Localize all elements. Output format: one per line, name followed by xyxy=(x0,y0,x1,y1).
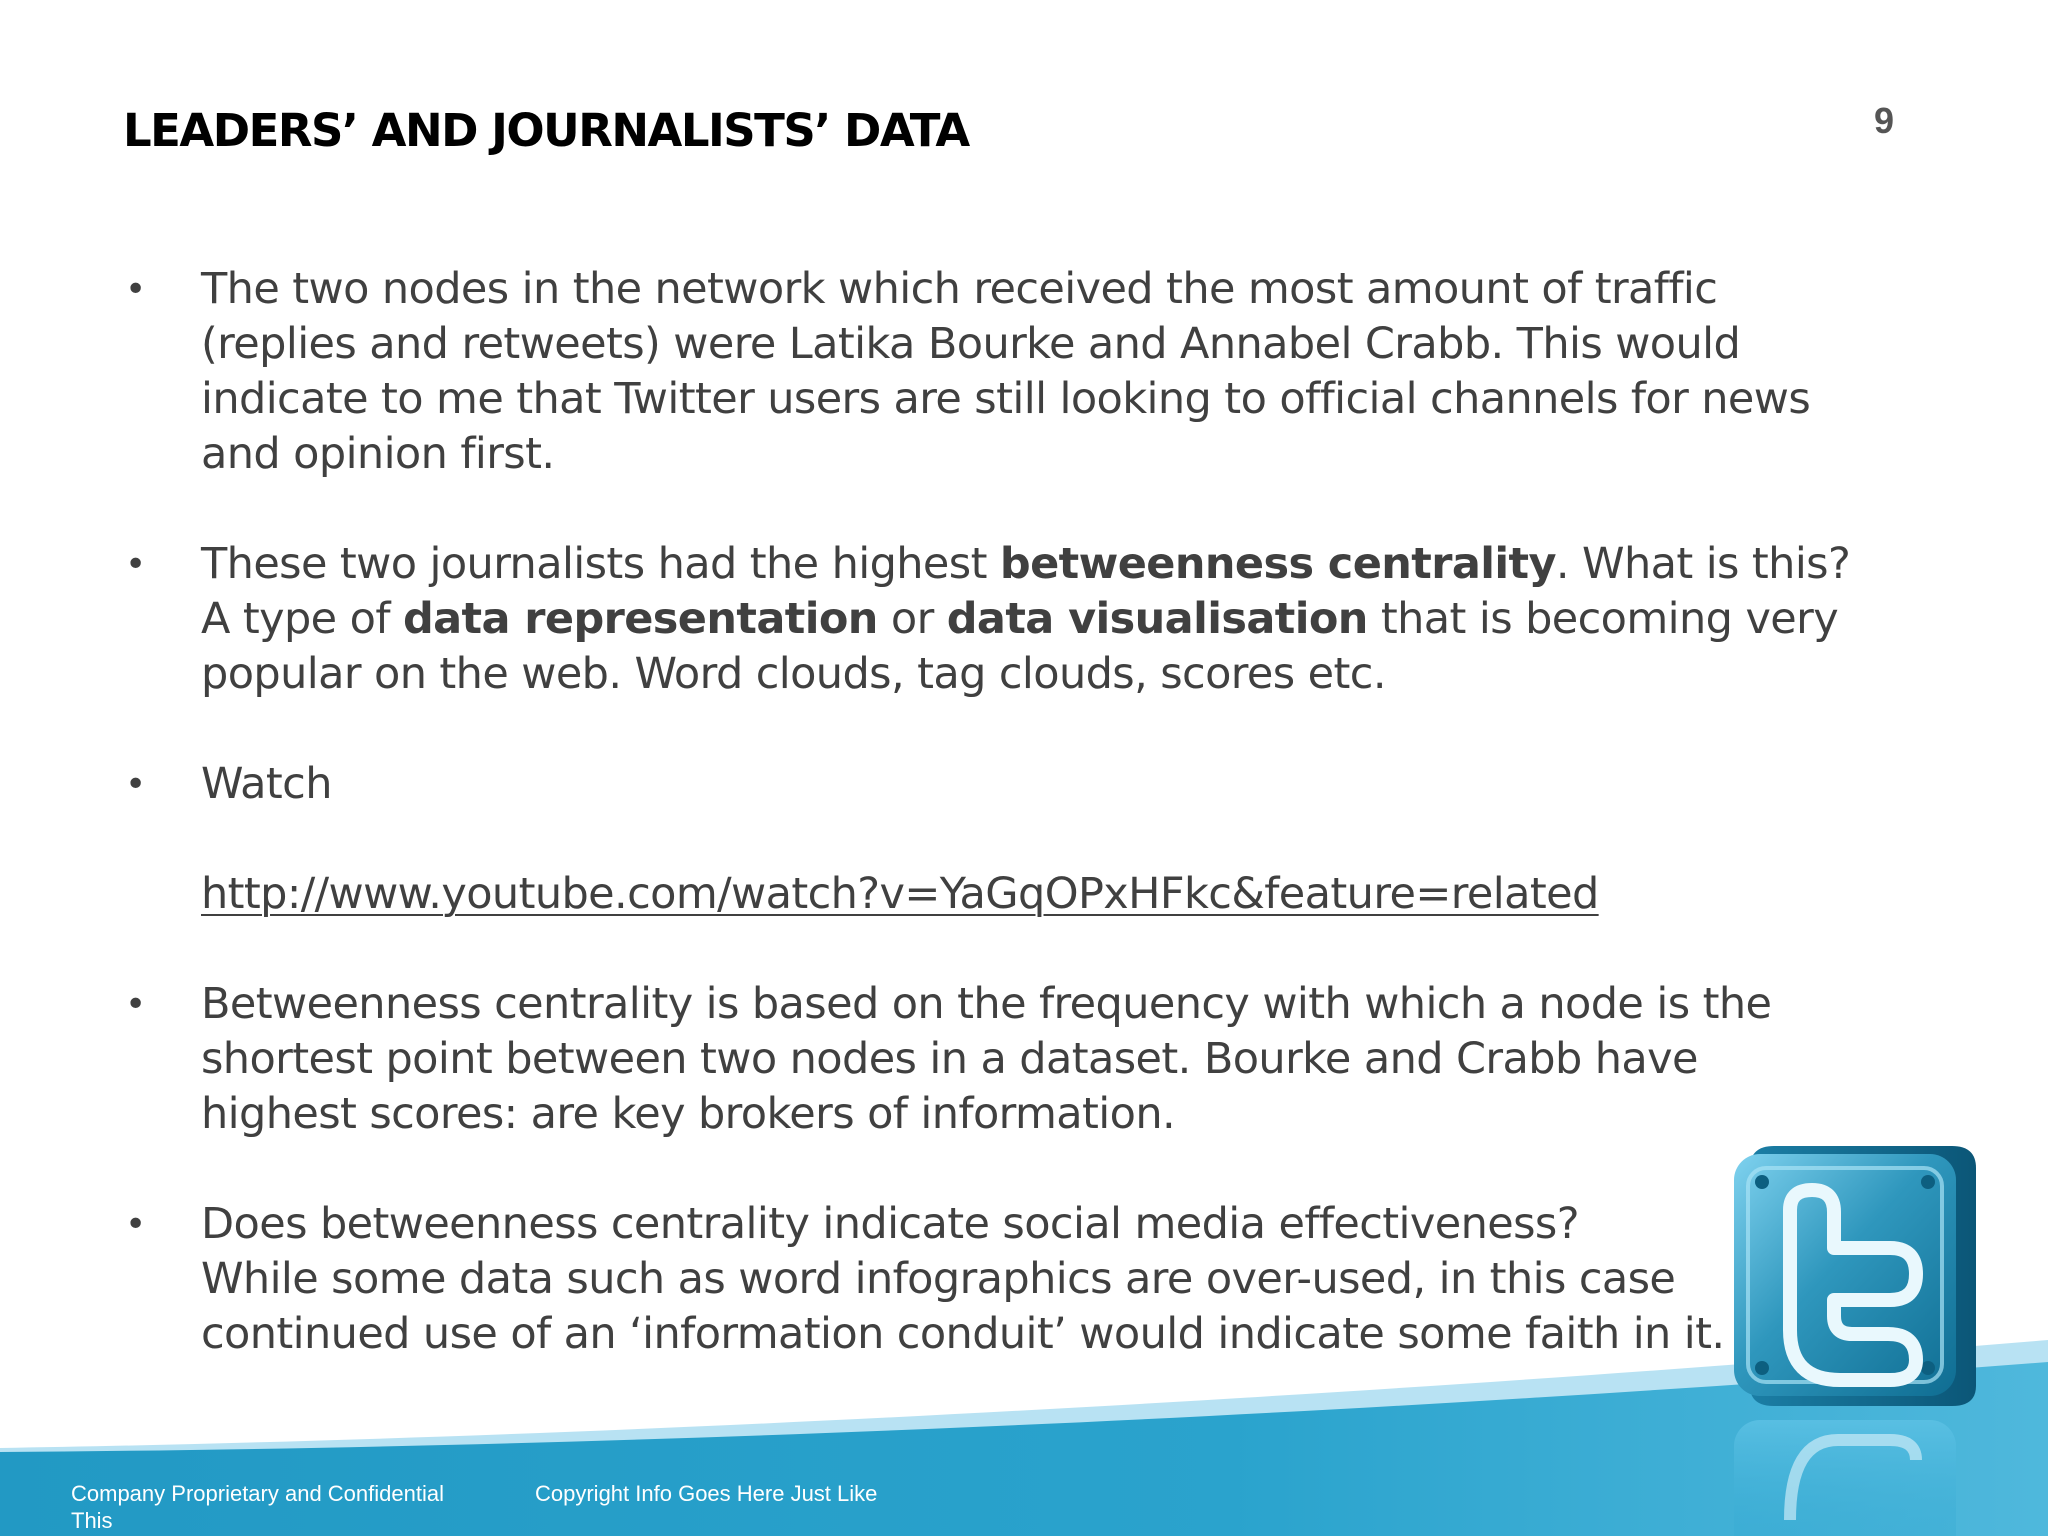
bullet-text-line: While some data such as word infographics are over-used, in this case xyxy=(201,1254,1676,1304)
bullet-text-line: and opinion first. xyxy=(201,429,555,479)
slide-content xyxy=(123,262,1851,1362)
term-data-representation: data representation xyxy=(402,594,878,644)
bullet-text-line: Watch xyxy=(201,759,332,809)
footer-copyright: Copyright Info Goes Here Just Like xyxy=(535,1481,878,1506)
youtube-link[interactable]: http://www.youtube.com/watch?v=YaGqOPxHFkc&feature=related xyxy=(201,869,1599,919)
bullet-text-line: shortest point between two nodes in a dataset. Bourke and Crabb have xyxy=(201,1034,1698,1084)
term-data-visualisation: data visualisation xyxy=(946,594,1368,644)
bullet-item xyxy=(123,977,1823,1142)
bullet-text-line: highest scores: are key brokers of information. xyxy=(201,1089,1176,1139)
footer-confidential: Company Proprietary and Confidential This xyxy=(71,1481,444,1533)
bullet-text-line: continued use of an ‘information conduit’ would indicate some faith in it. xyxy=(201,1309,1725,1359)
bullet-text-line: Does betweenness centrality indicate social media effectiveness? xyxy=(201,1199,1579,1249)
bullet-text-line: These two journalists had the highest betweenness centrality. What is this? xyxy=(201,539,1851,589)
bullet-text-line: A type of data representation or data visualisation that is becoming very xyxy=(201,594,1839,644)
twitter-t-logo-icon xyxy=(1720,1140,1990,1536)
bullet-text-line: The two nodes in the network which received the most amount of traffic xyxy=(201,264,1718,314)
slide-title: LEADERS’ AND JOURNALISTS’ DATA xyxy=(123,104,969,157)
bullet-item xyxy=(123,537,1851,702)
page-number: 9 xyxy=(1874,100,1895,141)
bullet-text-line: indicate to me that Twitter users are still looking to official channels for news xyxy=(201,374,1811,424)
bullet-text-line: Betweenness centrality is based on the frequency with which a node is the xyxy=(201,979,1772,1029)
bullet-dot-icon: • xyxy=(125,764,146,805)
bullet-dot-icon: • xyxy=(125,544,146,585)
bullet-dot-icon: • xyxy=(125,984,146,1025)
bullet-dot-icon: • xyxy=(125,269,146,310)
bullet-item xyxy=(123,757,1823,812)
bullet-text-line: (replies and retweets) were Latika Bourke and Annabel Crabb. This would xyxy=(201,319,1741,369)
bullet-dot-icon: • xyxy=(125,1204,146,1245)
youtube-link-line xyxy=(123,867,1823,922)
bullet-item xyxy=(123,262,1823,482)
term-betweenness-centrality: betweenness centrality xyxy=(999,539,1556,589)
bullet-text-line: popular on the web. Word clouds, tag clouds, scores etc. xyxy=(201,649,1386,699)
